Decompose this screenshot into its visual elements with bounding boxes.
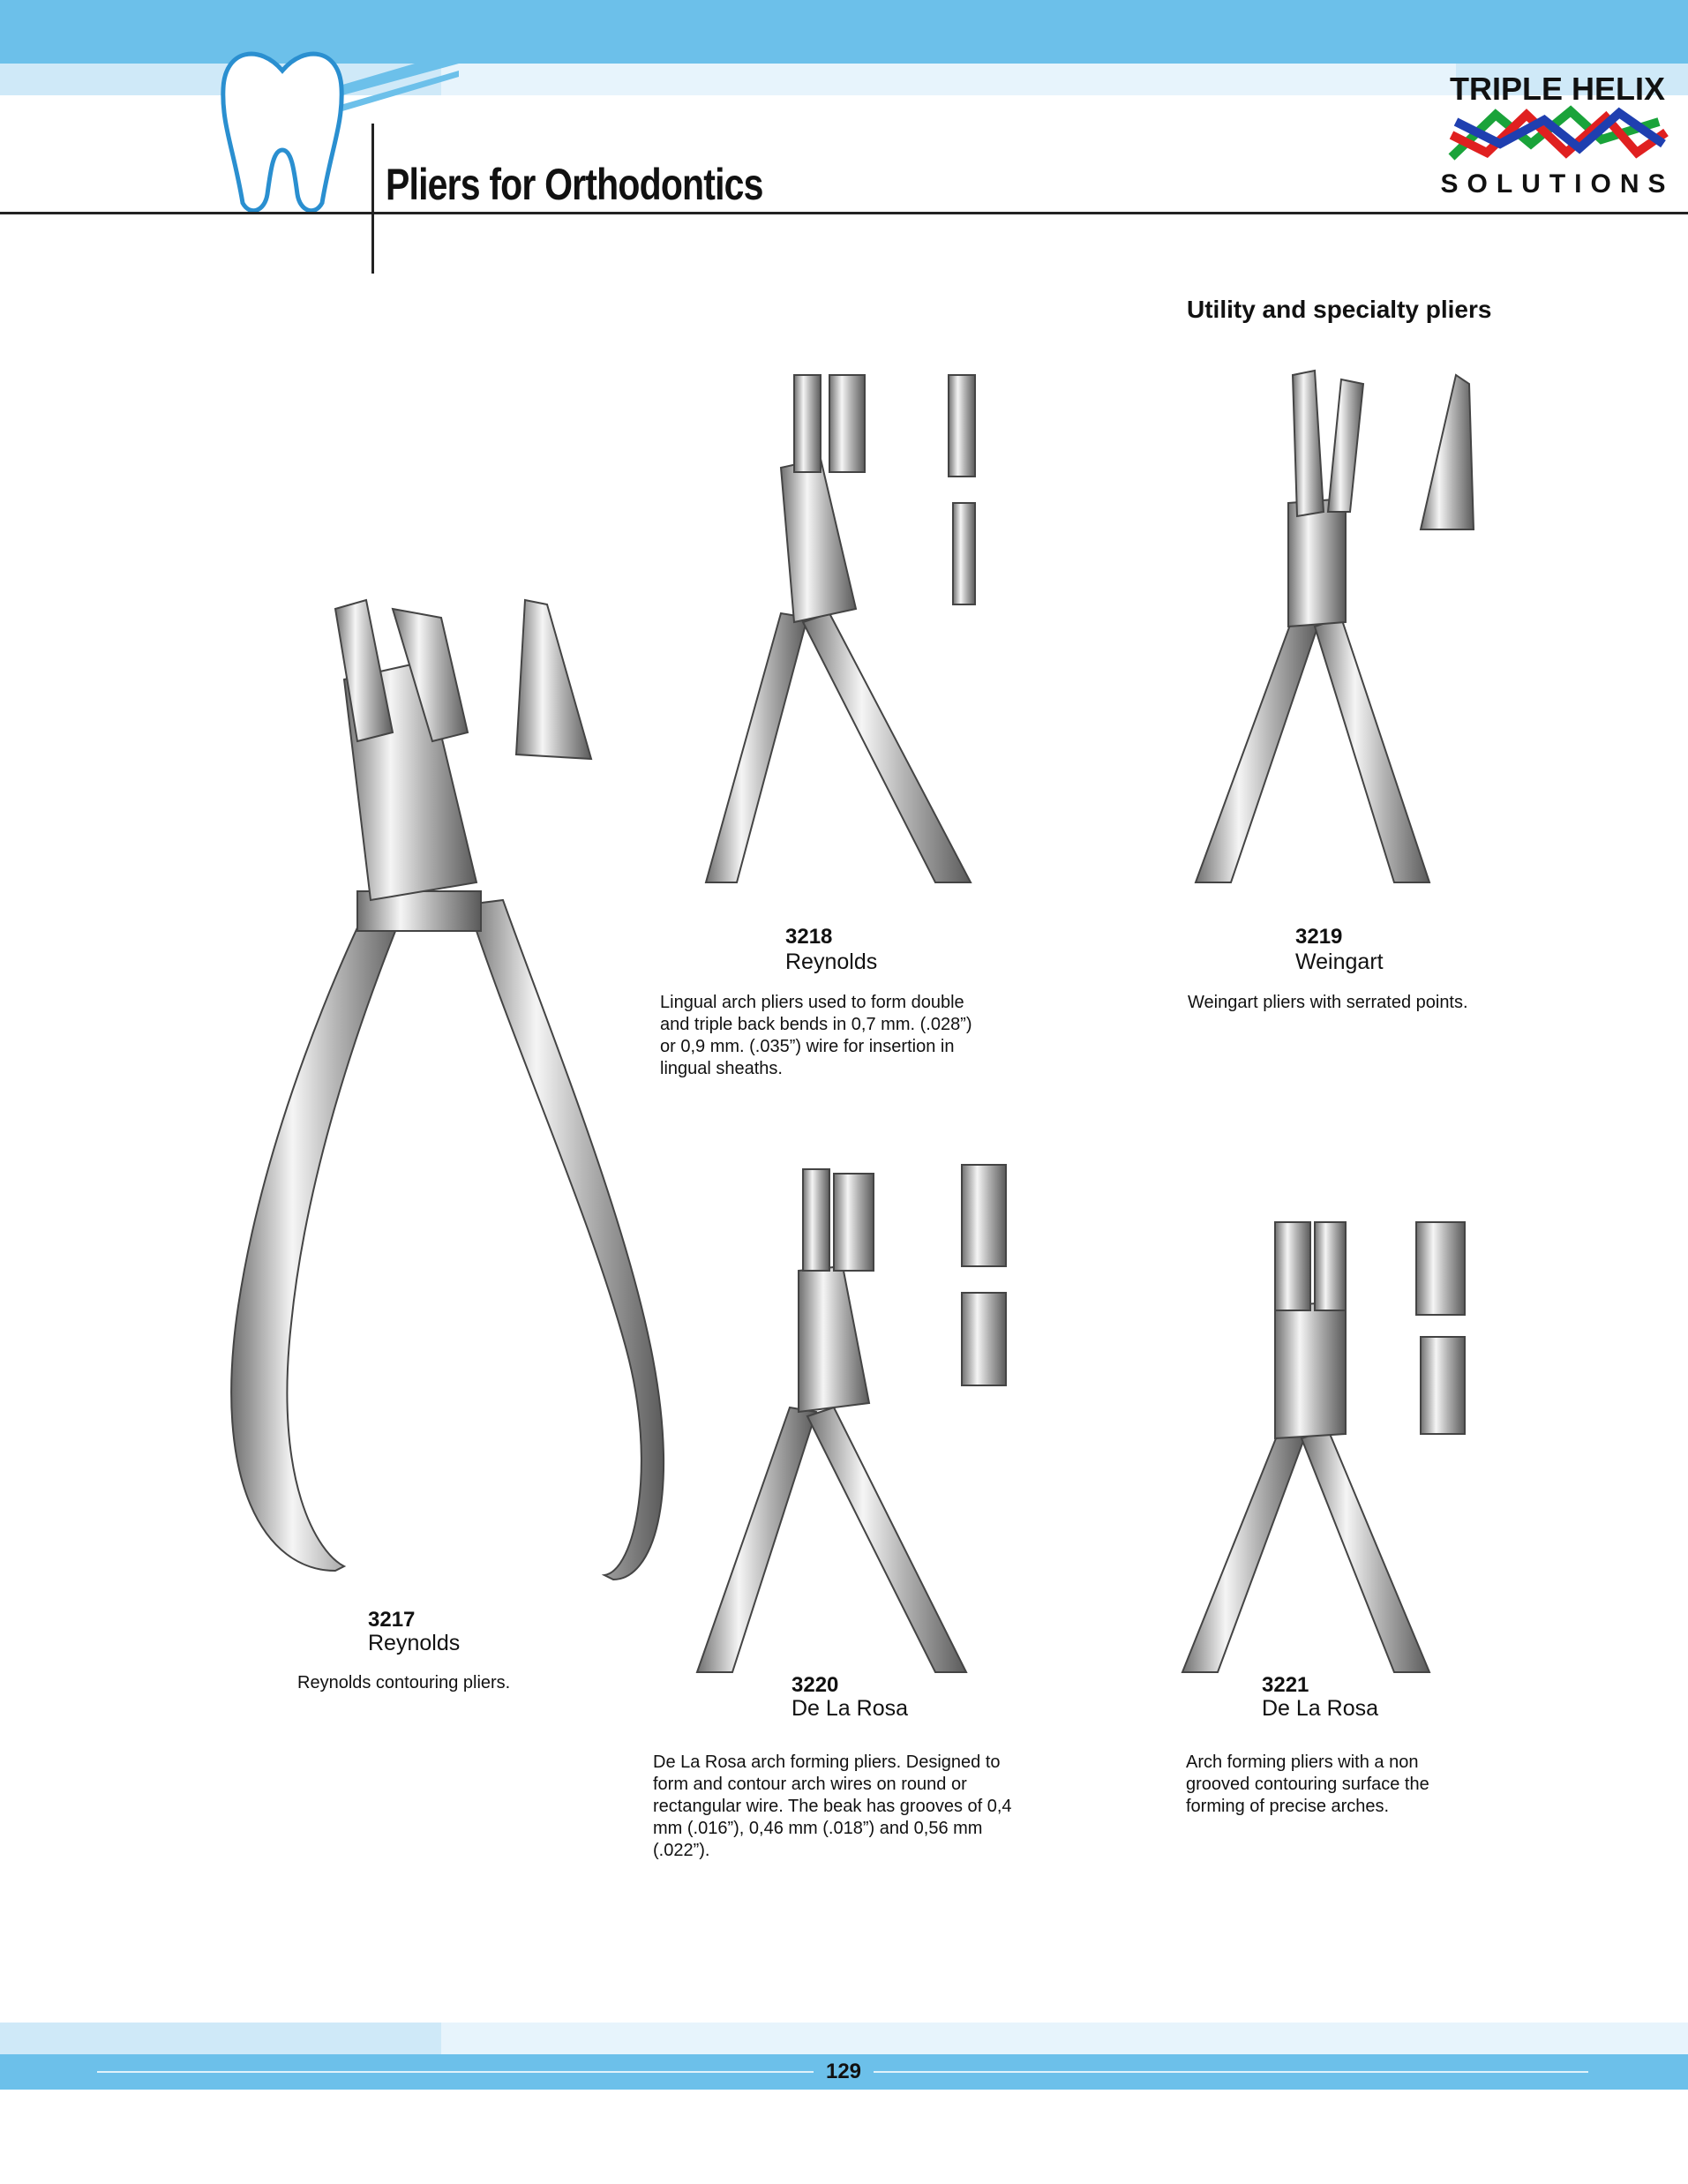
- footer-scallop-pattern: [441, 2023, 1688, 2054]
- header-rule: [0, 212, 1688, 214]
- plier-image-3219: [1191, 371, 1482, 882]
- product-code-3218: 3218: [785, 925, 833, 949]
- header-scallop-pattern: [441, 64, 1456, 95]
- product-description-3218: Lingual arch pliers used to form double and triple back bends in 0,7 mm. (.028”) or 0,9 mm. (.035”) wire for insertion in lingual sheaths.: [660, 993, 972, 1078]
- product-description-3217: Reynolds contouring pliers.: [297, 1673, 511, 1692]
- product-name-3218: Reynolds: [785, 949, 878, 974]
- product-description-3220: De La Rosa arch forming pliers. Designed to form and contour arch wires on round or rectangular wire. The beak has grooves of 0,4 mm (.016”), 0,46 mm (.018”) and 0,56 mm (.022”).: [653, 1752, 1012, 1860]
- plier-image-3220: [693, 1165, 1028, 1672]
- page-number: 129: [814, 2054, 874, 2090]
- product-name-3219: Weingart: [1295, 949, 1384, 974]
- header-divider: [371, 124, 374, 274]
- tooth-icon: [216, 35, 349, 212]
- logo-text-top: TRIPLE HELIX: [1449, 71, 1666, 107]
- page-title: Pliers for Orthodontics: [386, 160, 763, 209]
- logo-text-bottom: SOLUTIONS: [1440, 169, 1675, 199]
- plier-image-3218: [697, 371, 1032, 882]
- product-code-3217: 3217: [368, 1608, 416, 1632]
- product-description-3219: Weingart pliers with serrated points.: [1188, 993, 1468, 1012]
- product-description-3221: Arch forming pliers with a non grooved contouring surface the forming of precise arches.: [1186, 1752, 1429, 1816]
- triple-helix-wave-logo: [1447, 104, 1668, 170]
- plier-image-3221: [1178, 1218, 1487, 1672]
- product-name-3221: De La Rosa: [1262, 1696, 1379, 1721]
- plier-image-3217: [212, 600, 679, 1597]
- product-code-3220: 3220: [791, 1673, 839, 1697]
- product-name-3217: Reynolds: [368, 1631, 461, 1655]
- product-code-3219: 3219: [1295, 925, 1343, 949]
- section-heading: Utility and specialty pliers: [1187, 296, 1492, 323]
- product-code-3221: 3221: [1262, 1673, 1309, 1697]
- product-name-3220: De La Rosa: [791, 1696, 909, 1721]
